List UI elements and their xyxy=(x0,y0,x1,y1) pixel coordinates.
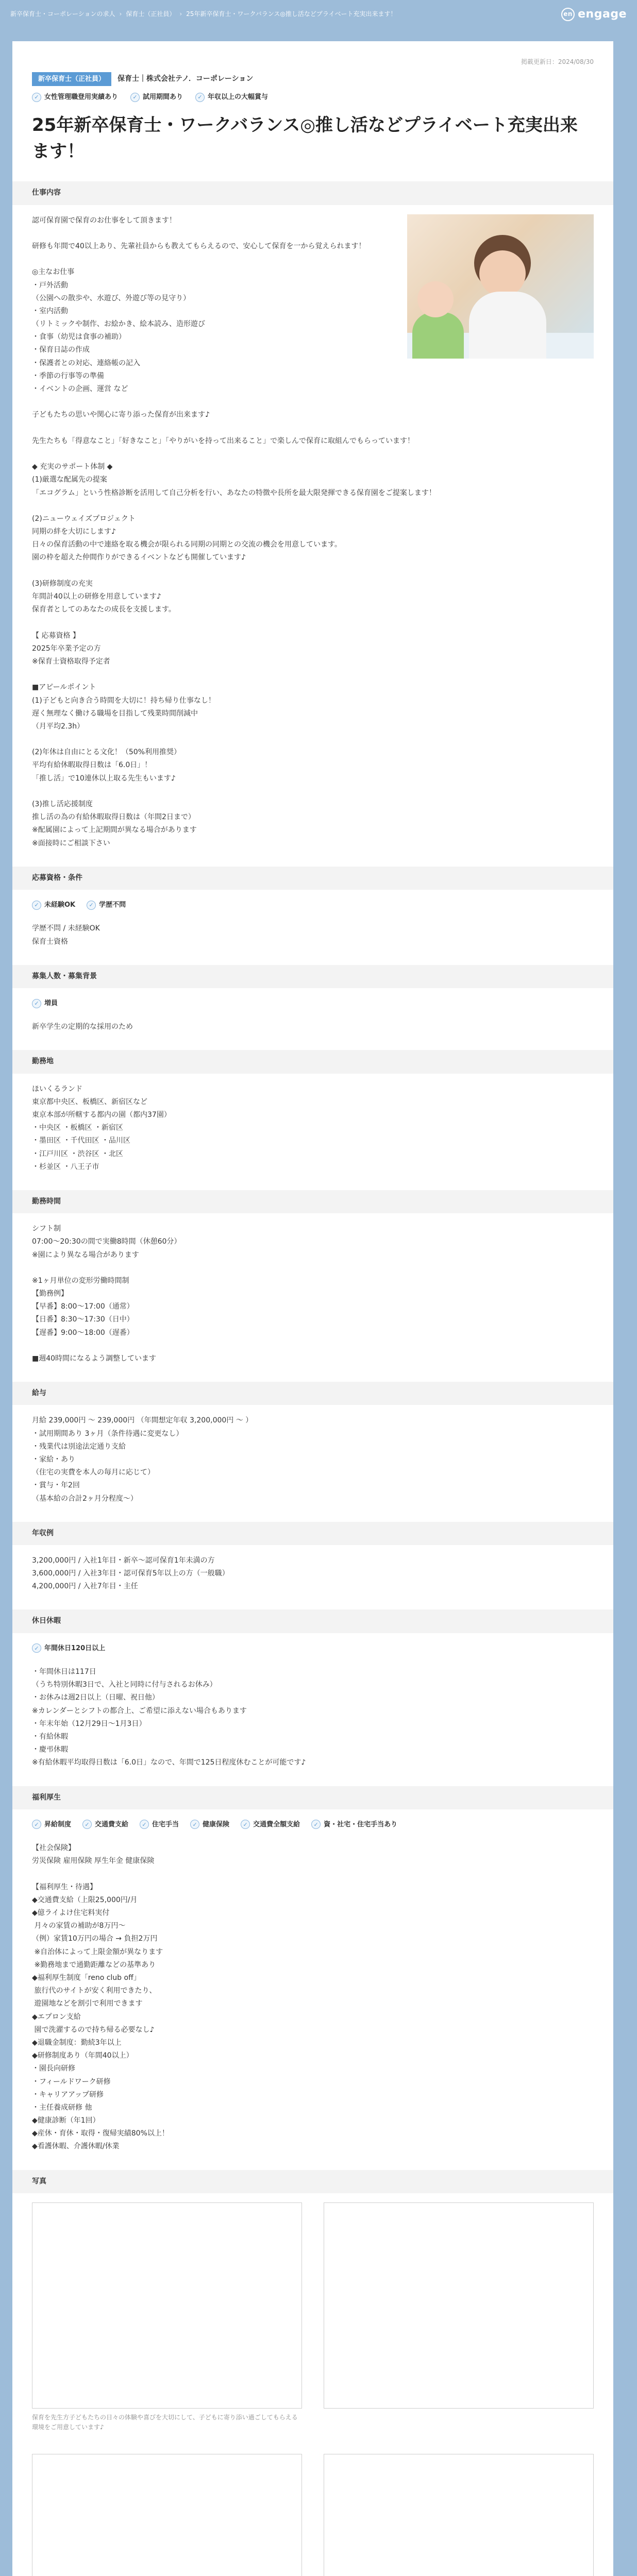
updated-date: 掲載更新日：2024/08/30 xyxy=(521,58,594,65)
company-name[interactable]: 保育士｜株式会社テノ．コーポレーション xyxy=(118,74,254,83)
photo-item[interactable] xyxy=(324,2202,594,2433)
feature-item: ✓ 女性管理職登用実績あり xyxy=(32,91,118,103)
benefit-tags xyxy=(32,1819,594,1831)
section-heading-benefits: 福利厚生 xyxy=(12,1786,613,1809)
feature-list xyxy=(32,91,594,103)
check-icon: ✓ xyxy=(82,1820,92,1829)
photo-item[interactable] xyxy=(324,2454,594,2576)
section-heading-hours: 勤務時間 xyxy=(12,1190,613,1213)
job-type-badge: 新卒保育士（正社員） xyxy=(32,72,111,86)
top-bar xyxy=(0,0,637,29)
logo-text: engage xyxy=(578,8,627,21)
check-icon: ✓ xyxy=(32,901,41,910)
section-heading-salary: 給与 xyxy=(12,1382,613,1405)
section-heading-holidays: 休日休暇 xyxy=(12,1609,613,1633)
check-icon: ✓ xyxy=(130,93,140,102)
holidays-text: ・年間休日は117日 （うち特別休暇3日で、入社と同時に付与されるお休み） ・お休みは週2日以上（日曜、祝日他） ※カレンダーとシフトの都合上、ご希望に添えない場合もあります ・年末年始（12月29日〜1月3日） ・有給休暇 ・慶弔休暇 ※有給休暇平均取得日数は「6.0日」なので、年間で125日程度休むことが可能です♪ xyxy=(32,1668,306,1767)
photo-item[interactable] xyxy=(32,2454,302,2576)
tag-item: ✓ 未経験OK xyxy=(32,899,75,911)
breadcrumb-item[interactable]: 保育士（正社員） xyxy=(126,10,176,18)
location-text: ほいくるランド 東京都中央区、板橋区、新宿区など 東京本部が所轄する都内の園（都内37園） ・中央区 ・板橋区 ・新宿区 ・墨田区 ・千代田区 ・品川区 ・江戸川区 ・渋谷区 ・北区 ・杉並区 ・八王子市 xyxy=(32,1084,171,1171)
photo-caption: 保育を先生方子どもたちの日々の体験や喜びを大切にして、子どもに寄り添い過ごしてもらえる環境をご用意しています♪ xyxy=(32,2413,298,2431)
annual-income-text: 3,200,000円 / 入社1年目・新卒〜認可保育1年未満の方 3,600,000円 / 入社3年目・認可保育5年以上の方（一般職） 4,200,000円 / 入社7年目・主任 xyxy=(32,1556,229,1591)
salary-text: 月給 239,000円 〜 239,000円 （年間想定年収 3,200,000円 〜 ） ・試用期間あり 3ヶ月（条件待遇に変更なし） ・残業代は別途法定通り支給 ・家給・あり （住宅の実費を本人の毎月に応じて） ・賞与・年2回 （基本給の合計2ヶ月分程度〜） xyxy=(32,1416,253,1503)
tag-item: ✓ 年間休日120日以上 xyxy=(32,1642,105,1654)
photo-image[interactable] xyxy=(324,2202,594,2409)
breadcrumb-separator-icon: › xyxy=(119,10,122,18)
breadcrumb-separator-icon: › xyxy=(179,10,182,18)
check-icon: ✓ xyxy=(87,901,96,910)
feature-item: ✓ 年収以上の大幅賞与 xyxy=(195,91,268,103)
check-icon: ✓ xyxy=(32,93,41,102)
job-desc-section xyxy=(32,205,594,850)
tag-item: ✓ 学歴不問 xyxy=(87,899,126,911)
check-icon: ✓ xyxy=(241,1820,250,1829)
check-icon: ✓ xyxy=(140,1820,149,1829)
logo-mark-icon: en xyxy=(561,8,575,21)
requirements-text: 学歴不問 / 未経験OK 保育士資格 xyxy=(32,924,100,946)
section-heading-photos: 写真 xyxy=(12,2170,613,2193)
tag-item: ✓ 資・社宅・住宅手当あり xyxy=(311,1819,397,1831)
section-heading-location: 勤務地 xyxy=(12,1050,613,1073)
check-icon: ✓ xyxy=(32,1820,41,1829)
tag-item: ✓ 交通費全額支給 xyxy=(241,1819,300,1831)
job-desc-text: 認可保育園で保育のお仕事をして頂きます！ 研修も年間で40以上あり、先輩社員からも教えてもらえるので、安心して保育を一から覚えられます！ ◎主なお仕事 ・戸外活動 （公園への散歩や、水遊び、外遊び等の見守り） ・室内活動 （リトミックや制作、お絵かき、絵本読み、造形遊び ・食事（幼児は食事の補助） ・保育日誌の作成 ・保護者との対応、連絡帳の記入 ・季節の行事等の準備 ・イベントの企画、運営 など 子どもたちの思いや関心に寄り添った保育が出来ます♪ 先生たちも「得意なこと」「好きなこと」「やりがいを持って出来ること」で楽しんで保育に取組んでもらっています！ ◆ 充実のサポート体制 ◆ (1)厳選な配属先の提案 「エコグラム」という性格診断を活用して自己分析を行い、あなたの特徴や長所を最大限発揮できる保育園をご提案します！ (2)ニューウェイズプロジェクト 同期の絆を大切にします♪ 日々の保育活動の中で連絡を取る機会が限られる同期の同期との交流の機会を用意しています。 園の枠を超えた仲間作りができるイベントなども開催しています♪ (3)研修制度の充実 年間計40以上の研修を用意しています♪ 保育者としてのあなたの成長を支援します。 【 応募資格 】 2025年卒業予定の方 ※保育士資格取得予定者 ■アピールポイント (1)子どもと向き合う時間を大切に！持ち帰り仕事なし！ 遅く無理なく働ける職場を目指して残業時間削減中 （月平均2.3h） (2)年休は自由にとる文化！（50%利用推奨） 平均有給休暇取得日数は「6.0日」！ 「推し活」で10連休以上取る先生もいます♪ (3)推し活応援制度 推し活の為の有給休暇取得日数は（年間2日まで） ※配属園によって上記期間が異なる場合があります ※面接時にご相談下さい xyxy=(32,216,436,848)
tag-item: ✓ 健康保険 xyxy=(190,1819,229,1831)
photo-gallery xyxy=(32,2202,594,2576)
photo-image[interactable] xyxy=(32,2202,302,2409)
tag-item: ✓ 増員 xyxy=(32,997,58,1009)
check-icon: ✓ xyxy=(195,93,205,102)
job-card xyxy=(12,41,613,2576)
photo-item[interactable] xyxy=(32,2202,302,2433)
section-heading-job-desc: 仕事内容 xyxy=(12,181,613,205)
feature-item: ✓ 試用期間あり xyxy=(130,91,183,103)
engage-logo[interactable] xyxy=(561,4,627,25)
breadcrumb-item[interactable]: 新卒保育士・コーポレーションの求人 xyxy=(10,10,115,18)
check-icon: ✓ xyxy=(32,1643,41,1653)
page-title: 25年新卒保育士・ワークバランス◎推し活などプライベート充実出来ます！ xyxy=(32,115,578,162)
hiring-tags xyxy=(32,997,594,1009)
holiday-tags xyxy=(32,1642,594,1654)
photo-image[interactable] xyxy=(324,2454,594,2576)
section-heading-annual: 年収例 xyxy=(12,1522,613,1545)
photo-image[interactable] xyxy=(32,2454,302,2576)
breadcrumb-item: 25年新卒保育士・ワークバランス◎推し活などプライベート充実出来ます！ xyxy=(186,10,397,18)
job-photo xyxy=(407,214,594,359)
tag-item: ✓ 交通費支給 xyxy=(82,1819,128,1831)
tag-item: ✓ 昇給制度 xyxy=(32,1819,71,1831)
check-icon: ✓ xyxy=(190,1820,199,1829)
check-icon: ✓ xyxy=(311,1820,321,1829)
hours-text: シフト制 07:00〜20:30の間で実働8時間（休憩60分） ※園により異なる場合があります ※1ヶ月単位の変形労働時間制 【勤務例】 【早番】8:00〜17:00（通常） 【日番】8:30〜17:30（日中） 【遅番】9:00〜18:00（遅番） ■週40時間になるよう調整しています xyxy=(32,1225,181,1363)
check-icon: ✓ xyxy=(32,999,41,1008)
benefits-text: 【社会保険】 労災保険 雇用保険 厚生年金 健康保険 【福利厚生・待遇】 ◆交通費支給（上限25,000円/月 ◆億ライよけ住宅料実付 月々の家賃の補助が8万円〜 （例）家賃10万円の場合 → 負担2万円 ※自治体によって上限金額が異なります ※勤務地まで通勤距離などの基準あり ◆福利厚生制度「reno club off」 旅行代のサイトが安く利用できたり、 遊園地などを割引で利用できます ◆エプロン支給 園で洗濯するので持ち帰る必要なし♪ ◆退職金制度：勤続3年以上 ◆研修制度あり（年間40以上） ・園長向研修 ・フィールドワーク研修 ・キャリアアップ研修 ・主任養成研修 他 ◆健康診断（年1回） ◆産休・育休・取得・復帰実績80%以上！ ◆看護休暇、介護休暇/休業 xyxy=(32,1844,169,2151)
section-heading-requirements: 応募資格・条件 xyxy=(12,867,613,890)
tag-item: ✓ 住宅手当 xyxy=(140,1819,179,1831)
requirement-tags xyxy=(32,899,594,911)
photo-caption xyxy=(324,2413,594,2433)
breadcrumb xyxy=(10,9,396,20)
section-heading-hiring: 募集人数・募集背景 xyxy=(12,965,613,988)
hiring-text: 新卒学生の定期的な採用のため xyxy=(32,1023,133,1031)
